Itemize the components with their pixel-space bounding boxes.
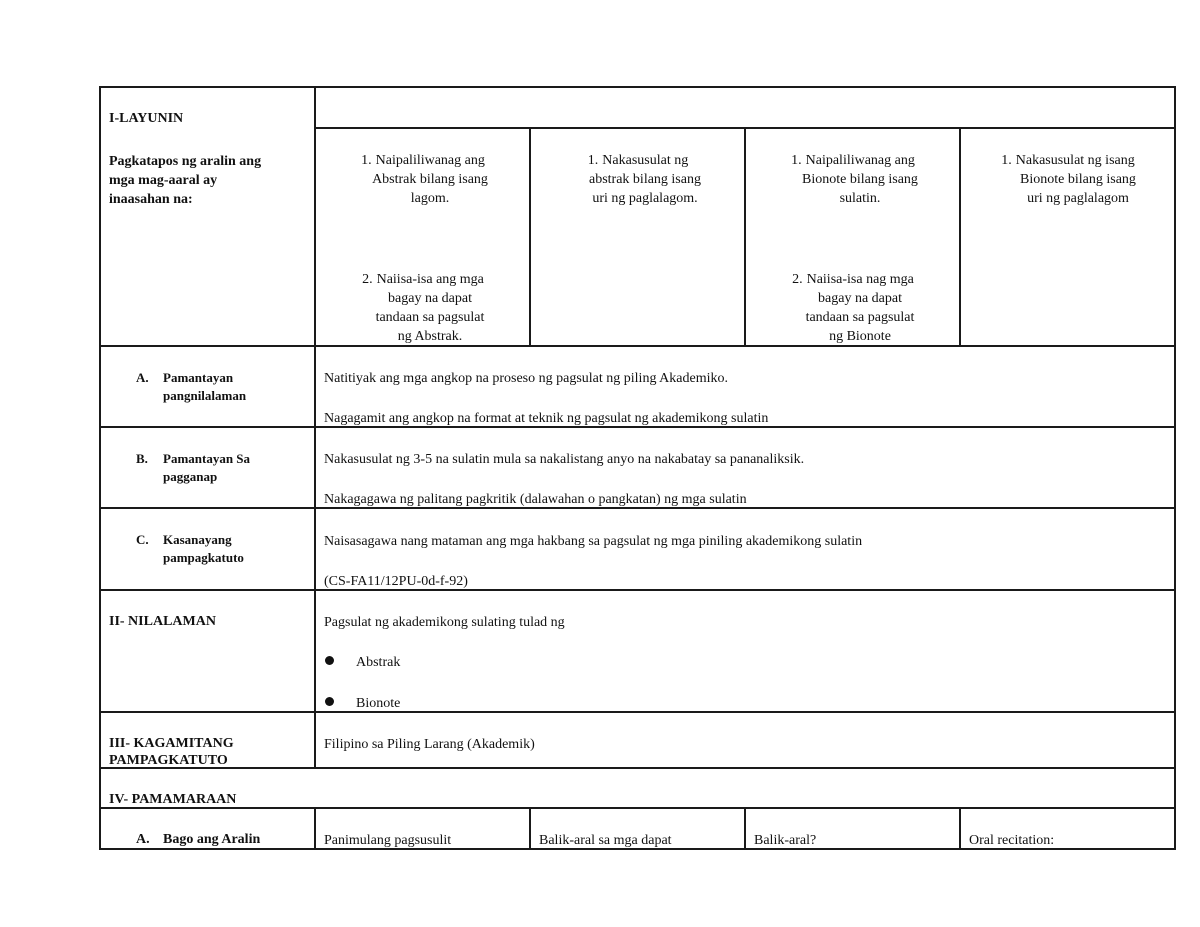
objective-item: 2. Naiisa-isa ang mga bagay na dapat tandaan sa pagsulat ng Abstrak. [362, 272, 485, 344]
column-divider [529, 807, 531, 850]
row-letter: A. [136, 370, 149, 385]
bago-cell: Balik-aral sa mga dapat [539, 833, 672, 848]
column-divider [744, 127, 746, 347]
row-label: pampagkatuto [163, 550, 244, 565]
table-border-left [99, 86, 101, 850]
label-column-divider [314, 807, 316, 850]
row-label: pangnilalaman [163, 388, 247, 403]
row-label: Pamantayan [163, 370, 234, 385]
bago-cell: Balik-aral? [754, 833, 817, 848]
objective-item: 2. Naiisa-isa nag mga bagay na dapat tandaan sa pagsulat ng Bionote [792, 272, 915, 344]
row-content: Nakasusulat ng 3-5 na sulatin mula sa nakalistang anyo na nakabatay sa pananaliksik. [324, 452, 805, 467]
column-divider [529, 127, 531, 347]
label-column-divider [314, 86, 316, 769]
bullet-icon [325, 697, 334, 706]
bullet-icon [325, 656, 334, 665]
objective-item: 1. Nakasusulat ng isang Bionote bilang isang uri ng paglalagom [1001, 153, 1136, 206]
row-content: Natitiyak ang mga angkop na proseso ng pagsulat ng piling Akademiko. [324, 371, 728, 386]
bullet-item: Bionote [356, 696, 401, 711]
kagamitan-text: Filipino sa Piling Larang (Akademik) [324, 737, 535, 752]
row-line [99, 589, 1176, 591]
column-divider [959, 127, 961, 347]
bullet-item: Abstrak [356, 655, 401, 670]
kagamitan-label: PAMPAGKATUTO [109, 753, 228, 768]
row-label: Pamantayan Sa [163, 451, 251, 466]
table-border-top [99, 86, 1176, 88]
row-content: Naisasagawa nang mataman ang mga hakbang sa pagsulat ng mga piniling akademikong sulatin [324, 534, 863, 549]
layunin-heading: I-LAYUNIN [109, 111, 184, 126]
row-line [99, 807, 1176, 809]
row-letter: C. [136, 532, 149, 547]
row-content: Nakagagawa ng palitang pagkritik (dalawahan o pangkatan) ng mga sulatin [324, 492, 747, 507]
table-border-right [1174, 86, 1176, 850]
layunin-intro-line: Pagkatapos ng aralin ang [109, 154, 262, 169]
row-content: Nagagamit ang angkop na format at teknik ng pagsulat ng akademikong sulatin [324, 411, 769, 426]
row-letter: A. [136, 832, 150, 847]
objective-item: 1. Nakasusulat ng abstrak bilang isang uri ng paglalagom. [587, 153, 701, 206]
row-label: Bago ang Aralin [163, 832, 261, 847]
row-letter: B. [136, 451, 148, 466]
row-line [99, 767, 1176, 769]
row-content: (CS-FA11/12PU-0d-f-92) [324, 574, 468, 589]
column-divider [959, 807, 961, 850]
nilalaman-text: Pagsulat ng akademikong sulating tulad ng [324, 615, 565, 630]
row-label: pagganap [163, 469, 218, 484]
objective-item: 1. Naipaliliwanag ang Abstrak bilang isang lagom. [361, 153, 488, 206]
nilalaman-label: II- NILALAMAN [109, 614, 216, 629]
layunin-intro-line: inaasahan na: [109, 192, 193, 207]
bago-cell: Oral recitation: [969, 833, 1055, 848]
row-label: Kasanayang [163, 532, 232, 547]
bago-cell: Panimulang pagsusulit [324, 833, 452, 848]
objective-item: 1. Naipaliliwanag ang Bionote bilang isang sulatin. [791, 153, 918, 206]
column-divider [744, 807, 746, 850]
layunin-intro-line: mga mag-aaral ay [109, 173, 218, 188]
row-line [99, 711, 1176, 713]
row-line [99, 345, 1176, 347]
kagamitan-label: III- KAGAMITANG [109, 736, 234, 751]
pamamaraan-label: IV- PAMAMARAAN [109, 792, 237, 807]
